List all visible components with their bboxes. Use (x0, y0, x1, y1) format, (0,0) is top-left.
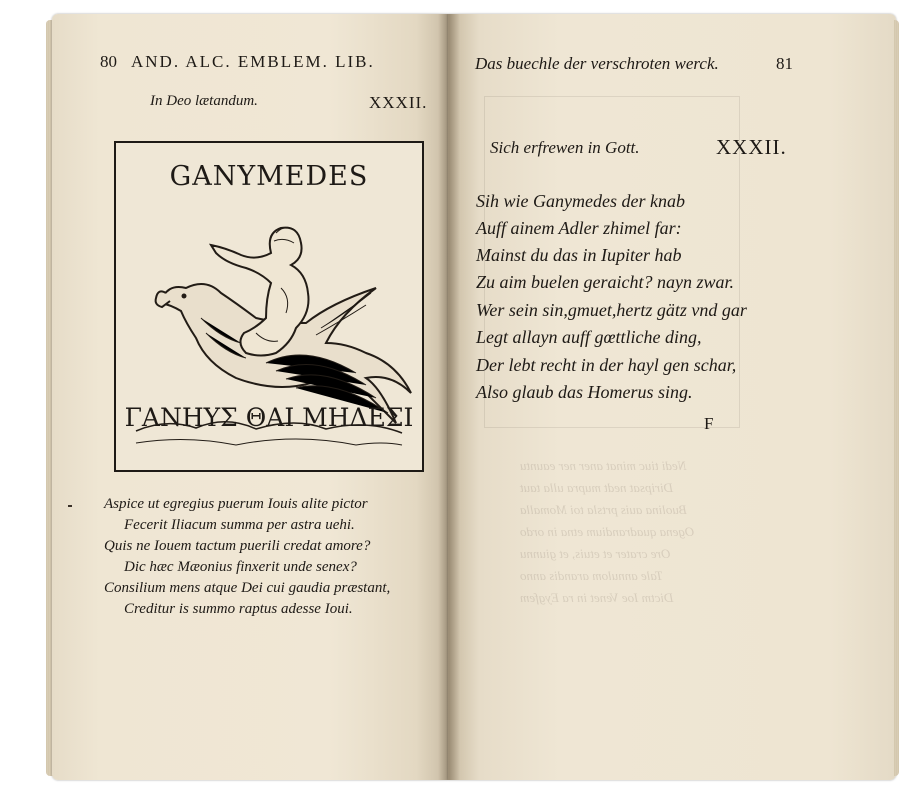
page-edges-right (894, 20, 899, 776)
left-motto: In Deo lætandum. (150, 93, 258, 109)
latin-verse-line: Consilium mens atque Dei cui gaudia præstant, (104, 580, 391, 596)
german-verse-line: Mainst du das in Iupiter hab (476, 245, 682, 265)
woodcut-greek-inscription: ΓΑΝΗΥΣ ΘΑΙ ΜΗΔΕΣΙ (124, 403, 414, 432)
latin-verse-line: Dic hæc Mæonius finxerit unde senex? (124, 559, 357, 575)
show-through-text: Diripsat nedt mupra ulla taut (520, 480, 674, 495)
show-through-text: Ore crater et etuis, et giunnu (520, 546, 671, 561)
latin-verse-line: Quis ne Iouem tactum puerili credat amore? (104, 538, 371, 554)
left-running-head-text: AND. ALC. EMBLEM. LIB. (131, 52, 375, 71)
german-verse-line: Der lebt recht in der hayl gen schar, (476, 355, 737, 375)
german-verse-line: Zu aim buelen geraicht? nayn zwar. (476, 272, 734, 292)
show-through-text: Buolina auis prtsla toi Momalla (520, 502, 687, 517)
show-through-text: Dictm Ioe Venet in ra Eygfem (520, 590, 674, 605)
margin-mark (68, 505, 72, 507)
book-gutter (438, 14, 460, 780)
show-through-text: Nedi tiuc minat aner ner eauntu (520, 458, 687, 473)
show-through-text: Ogena quadrandium etna in ordo (520, 524, 695, 539)
german-verse-line: Sih wie Ganymedes der knab (476, 191, 685, 211)
left-page-number: 80 (100, 52, 117, 71)
woodcut-illustration (114, 141, 424, 472)
german-verse-line: Wer sein sin,gmuet,hertz gätz vnd gar (476, 300, 747, 320)
right-page-number: 81 (776, 54, 793, 73)
right-running-head: Das buechle der verschroten werck. (475, 54, 719, 73)
show-through-text: Tale annulom arandis anno (520, 568, 663, 583)
latin-verse-line: Creditur is summo raptus adesse Ioui. (124, 601, 353, 617)
german-verse-line: Legt allayn auff gœttliche ding, (476, 327, 702, 347)
signature-mark: F (704, 414, 714, 433)
latin-verse-line: Aspice ut egregius puerum Iouis alite pictor (104, 496, 368, 512)
right-motto: Sich erfrewen in Gott. (490, 138, 640, 157)
german-verse-line: Also glaub das Homerus sing. (476, 382, 693, 402)
right-emblem-number: XXXII. (716, 135, 787, 159)
left-running-head (100, 52, 375, 72)
german-verse-line: Auff ainem Adler zhimel far: (476, 218, 682, 238)
left-emblem-number: XXXII. (369, 93, 428, 112)
woodcut-title: GANYMEDES (169, 161, 369, 192)
latin-verse-line: Fecerit Iliacum summa per astra uehi. (124, 517, 355, 533)
